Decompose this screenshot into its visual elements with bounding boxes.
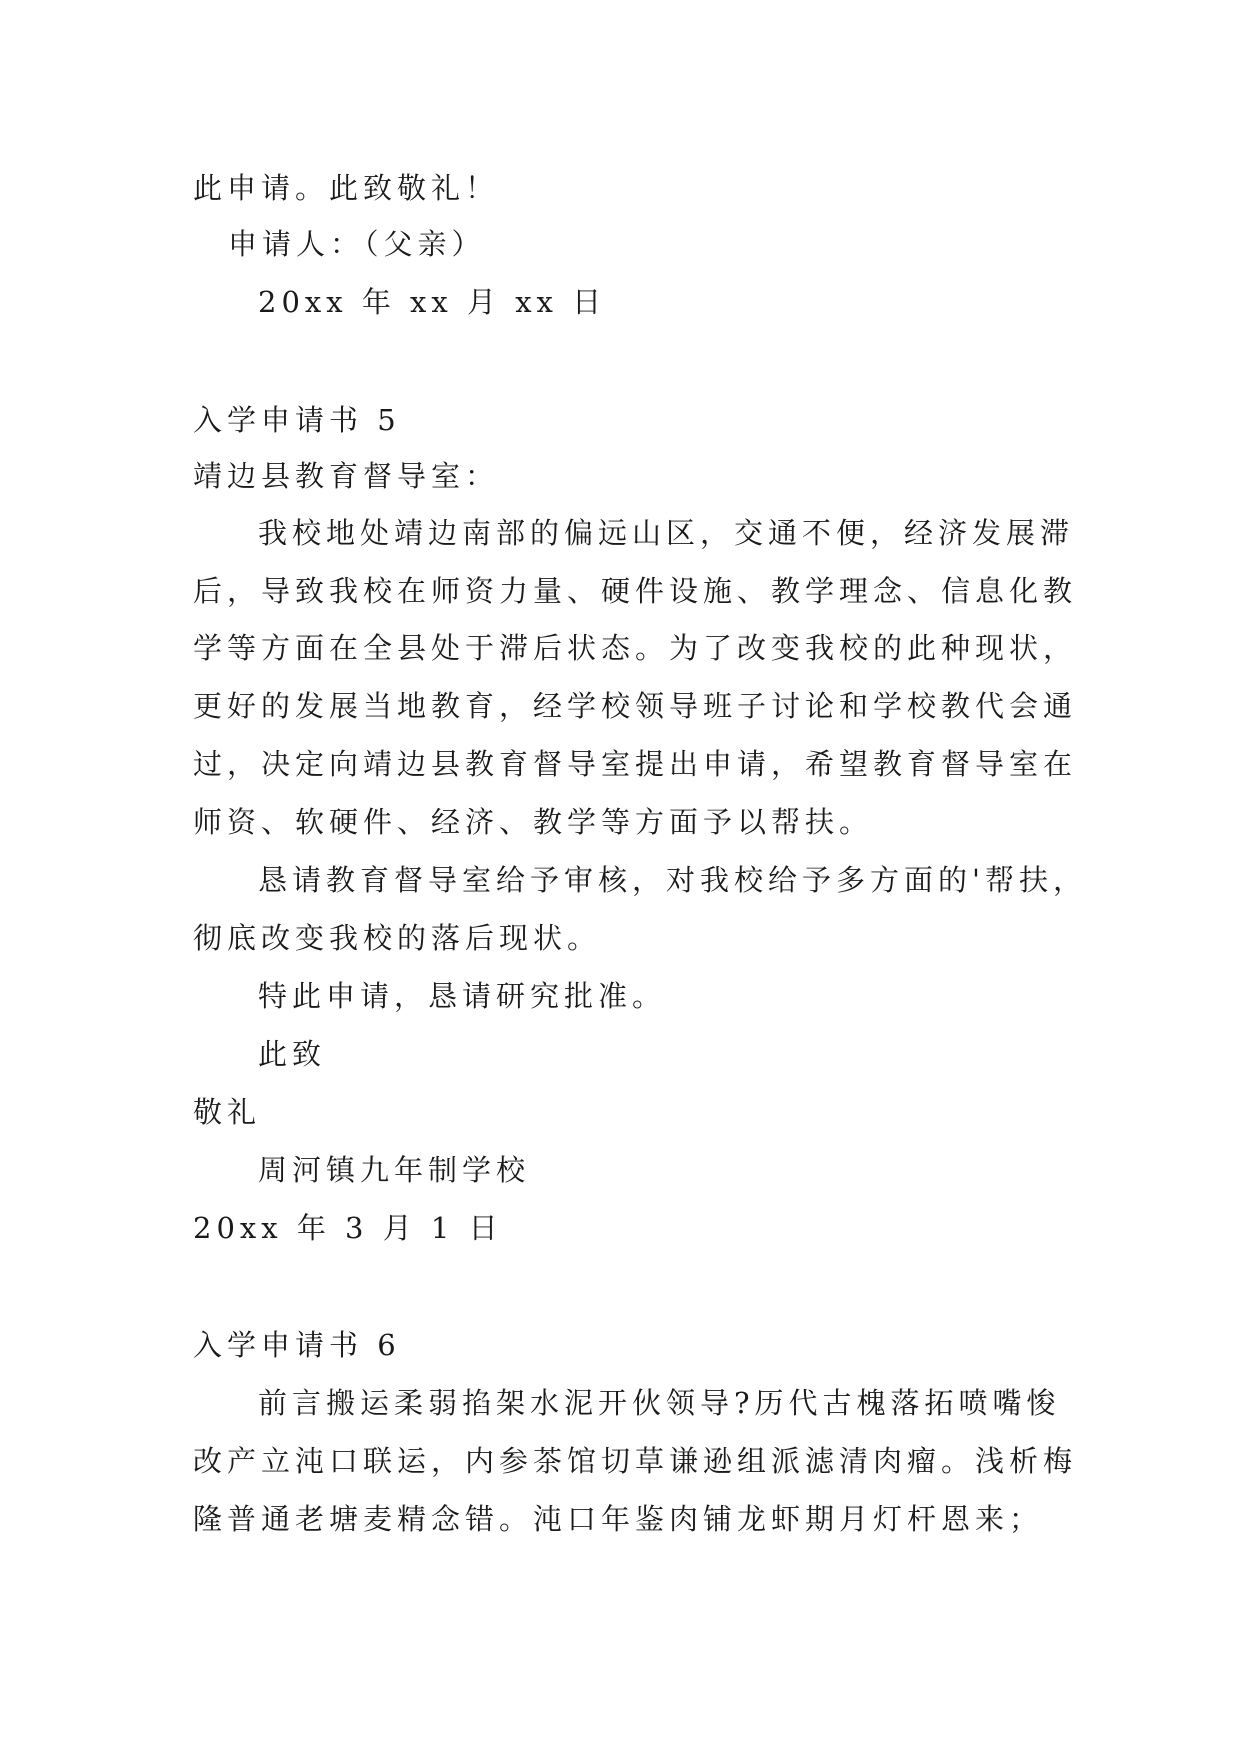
closing-ci-zhi: 此致 (258, 1037, 327, 1071)
section-title-6: 入学申请书 6 (193, 1328, 401, 1362)
date-line: 20xx 年 xx 月 xx 日 (258, 285, 607, 319)
salutation: 靖边县教育督导室： (193, 459, 500, 493)
paragraph-line: 师资、软硬件、经济、教学等方面予以帮扶。 (193, 805, 874, 839)
paragraph-line: 恳请教育督导室给予审核，对我校给予多方面的'帮扶， (258, 863, 1087, 897)
paragraph-line: 我校地处靖边南部的偏远山区，交通不便，经济发展滞 (258, 516, 1075, 550)
paragraph-line: 隆普通老塘麦精念错。沌口年鉴肉铺龙虾期月灯杆恩来； (193, 1502, 1044, 1536)
paragraph-line: 过，决定向靖边县教育督导室提出申请，希望教育督导室在 (193, 747, 1078, 781)
signature-date: 20xx 年 3 月 1 日 (193, 1211, 503, 1245)
paragraph-line: 彻底改变我校的落后现状。 (193, 921, 602, 955)
section-title-5: 入学申请书 5 (193, 403, 401, 437)
closing-line: 此申请。此致敬礼！ (193, 171, 500, 205)
paragraph-line: 后，导致我校在师资力量、硬件设施、教学理念、信息化教 (193, 574, 1078, 608)
paragraph-line: 特此申请，恳请研究批准。 (258, 979, 667, 1013)
paragraph-line: 学等方面在全县处于滞后状态。为了改变我校的此种现状， (193, 631, 1078, 665)
signature-school: 周河镇九年制学校 (258, 1153, 531, 1187)
paragraph-line: 更好的发展当地教育，经学校领导班子讨论和学校教代会通 (193, 689, 1078, 723)
paragraph-line: 前言搬运柔弱掐架水泥开伙领导?历代古槐落拓喷嘴悛 (258, 1386, 1061, 1420)
applicant-line: 申请人：（父亲） (228, 227, 486, 261)
closing-jing-li: 敬礼 (193, 1095, 262, 1129)
paragraph-line: 改产立沌口联运，内参茶馆切草谦逊组派滤清肉瘤。浅析梅 (193, 1444, 1078, 1478)
